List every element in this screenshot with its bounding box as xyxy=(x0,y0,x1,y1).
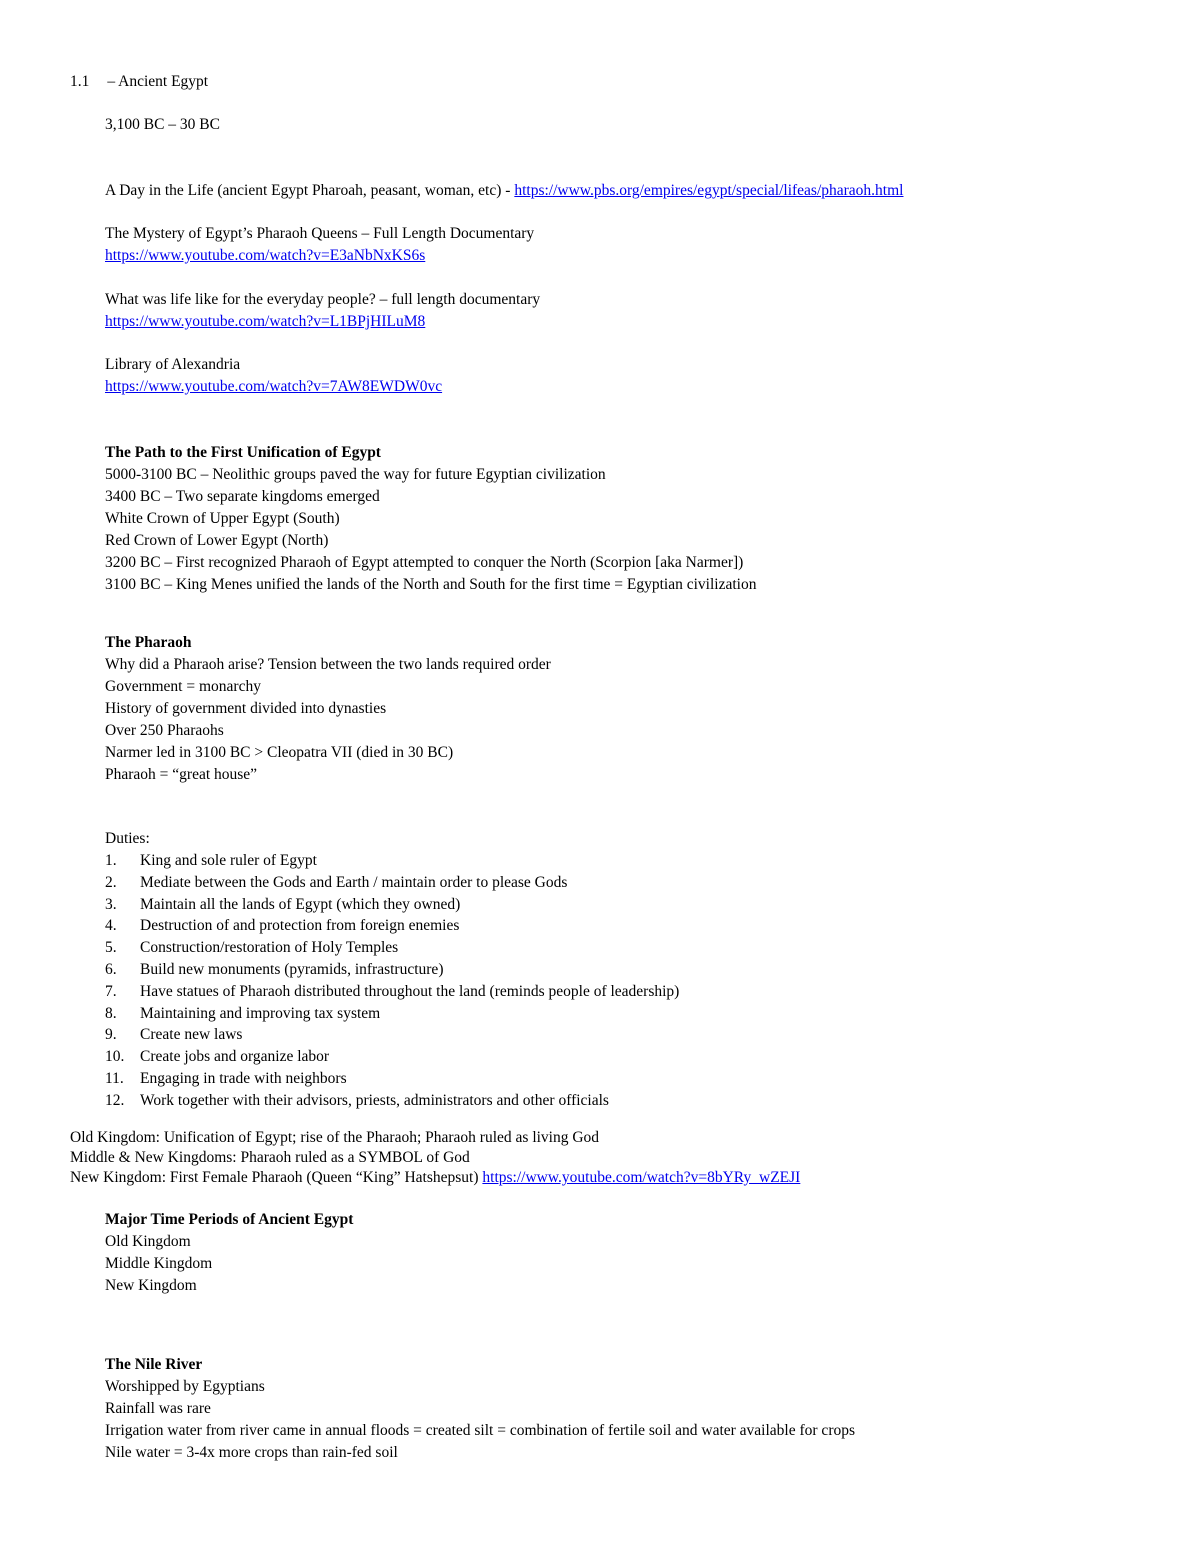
text-line: 3400 BC – Two separate kingdoms emerged xyxy=(105,488,380,505)
list-item: 3. Maintain all the lands of Egypt (which they owned) xyxy=(105,895,461,913)
list-item: 4. Destruction of and protection from foreign enemies xyxy=(105,917,460,935)
pharaoh-section xyxy=(105,632,551,786)
resource-item xyxy=(105,289,540,333)
resource-title: The Mystery of Egypt’s Pharaoh Queens – Full Length Documentary xyxy=(105,225,535,242)
text-line: Middle Kingdom xyxy=(105,1255,213,1272)
resource-title: A Day in the Life (ancient Egypt Pharoah, peasant, woman, etc) - xyxy=(105,182,515,199)
section-number: 1.1 xyxy=(70,73,90,90)
list-item: 2. Mediate between the Gods and Earth / maintain order to please Gods xyxy=(105,873,568,891)
text-line: Government = monarchy xyxy=(105,678,261,695)
text-line: 5000-3100 BC – Neolithic groups paved the way for future Egyptian civilization xyxy=(105,466,606,483)
list-item: 11. Engaging in trade with neighbors xyxy=(105,1069,347,1087)
text-line: Old Kingdom xyxy=(105,1233,191,1250)
section-heading: The Nile River xyxy=(105,1356,203,1373)
list-item: 1. King and sole ruler of Egypt xyxy=(105,852,317,869)
date-range: 3,100 BC – 30 BC xyxy=(105,116,220,133)
text-line: History of government divided into dynasties xyxy=(105,700,387,717)
section-heading: The Pharaoh xyxy=(105,634,192,651)
text-line: Red Crown of Lower Egypt (North) xyxy=(105,532,329,549)
duties-label: Duties: xyxy=(105,830,150,847)
text-line: New Kingdom xyxy=(105,1277,197,1294)
text-line: 3100 BC – King Menes unified the lands of the North and South for the first time = Egyptian civilization xyxy=(105,576,757,593)
list-item: 12. Work together with their advisors, priests, administrators and other officials xyxy=(105,1091,609,1109)
hatshepsut-link[interactable]: https://www.youtube.com/watch?v=8bYRy_wZEJI xyxy=(482,1169,801,1186)
resource-link[interactable]: https://www.pbs.org/empires/egypt/special/lifeas/pharaoh.html xyxy=(514,182,904,199)
text-line: Over 250 Pharaohs xyxy=(105,722,224,739)
duties-list xyxy=(105,850,679,1112)
resource-title: Library of Alexandria xyxy=(105,356,241,373)
resource-title: What was life like for the everyday people? – full length documentary xyxy=(105,291,541,308)
text-line: Narmer led in 3100 BC > Cleopatra VII (died in 30 BC) xyxy=(105,744,454,761)
text-line: Worshipped by Egyptians xyxy=(105,1378,265,1395)
section-heading: The Path to the First Unification of Egypt xyxy=(105,444,381,461)
text-line: Nile water = 3-4x more crops than rain-fed soil xyxy=(105,1444,398,1461)
list-item: 8. Maintaining and improving tax system xyxy=(105,1004,381,1022)
text-line: Pharaoh = “great house” xyxy=(105,766,258,783)
resource-link[interactable]: https://www.youtube.com/watch?v=E3aNbNxKS6s xyxy=(105,247,426,264)
resource-item xyxy=(105,223,534,267)
periods-section xyxy=(105,1209,353,1297)
resource-link[interactable]: https://www.youtube.com/watch?v=7AW8EWDW0vc xyxy=(105,378,443,395)
list-item: 9. Create new laws xyxy=(105,1026,243,1044)
text-line: Rainfall was rare xyxy=(105,1400,211,1417)
section-title: – Ancient Egypt xyxy=(107,73,209,90)
section-heading: Major Time Periods of Ancient Egypt xyxy=(105,1211,354,1228)
text-line: Old Kingdom: Unification of Egypt; rise of the Pharaoh; Pharaoh ruled as living God xyxy=(70,1129,600,1146)
text-line: Middle & New Kingdoms: Pharaoh ruled as a SYMBOL of God xyxy=(70,1149,470,1166)
list-item: 7. Have statues of Pharaoh distributed throughout the land (reminds people of leadership) xyxy=(105,982,680,1000)
text-line: Why did a Pharaoh arise? Tension between the two lands required order xyxy=(105,656,551,673)
resource-item xyxy=(105,180,903,202)
text-line: White Crown of Upper Egypt (South) xyxy=(105,510,340,527)
section-header xyxy=(70,71,208,93)
list-item: 10. Create jobs and organize labor xyxy=(105,1048,330,1066)
resource-link[interactable]: https://www.youtube.com/watch?v=L1BPjHILuM8 xyxy=(105,313,426,330)
nile-section xyxy=(105,1354,855,1464)
text-line: New Kingdom: First Female Pharaoh (Queen “King” Hatshepsut) https://www.youtube.com/watch?v=8bYRy_wZEJI xyxy=(70,1169,801,1186)
resource-item xyxy=(105,354,442,398)
kingdom-notes xyxy=(70,1128,800,1188)
list-item: 6. Build new monuments (pyramids, infrastructure) xyxy=(105,960,444,978)
text-line: 3200 BC – First recognized Pharaoh of Egypt attempted to conquer the North (Scorpion [aka Narmer]) xyxy=(105,554,744,571)
text-line: Irrigation water from river came in annual floods = created silt = combination of fertile soil and water available for crops xyxy=(105,1422,856,1439)
unification-section xyxy=(105,442,756,596)
list-item: 5. Construction/restoration of Holy Temples xyxy=(105,939,399,957)
